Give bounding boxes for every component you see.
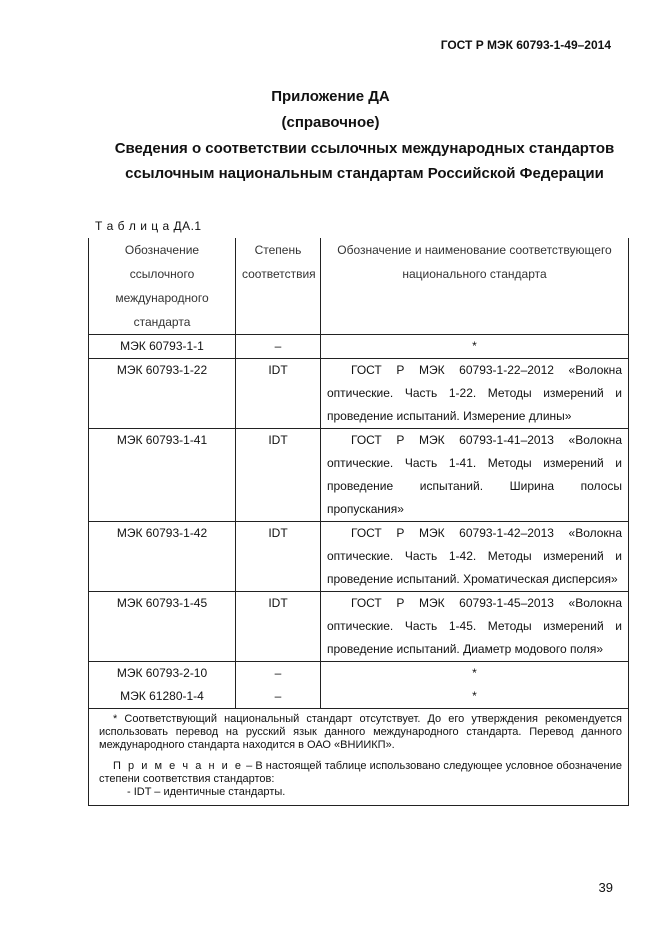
- cell-code: МЭК 61280-1-4: [89, 685, 236, 709]
- annex-subtitle: (справочное): [281, 114, 380, 131]
- table-row: [89, 662, 629, 686]
- table-row: [89, 685, 629, 709]
- header-national-standard: Обозначение и наименование соответствующего национального стандарта: [321, 238, 629, 335]
- table-footnote-cell: [89, 709, 629, 806]
- correspondence-table: [88, 238, 629, 806]
- page-number: 39: [598, 880, 613, 895]
- cell-code: МЭК 60793-1-22: [89, 359, 236, 429]
- cell-degree: –: [236, 685, 321, 709]
- cell-national: *: [321, 662, 629, 686]
- table-row: [89, 359, 629, 429]
- cell-code: МЭК 60793-1-45: [89, 592, 236, 662]
- cell-code: МЭК 60793-2-10: [89, 662, 236, 686]
- annex-heading-line-1: Сведения о соответствии ссылочных международных стандартов: [114, 140, 615, 157]
- annex-heading-line-2: ссылочным национальным стандартам Российской Федерации: [125, 165, 604, 182]
- table-row: [89, 335, 629, 359]
- document-code: ГОСТ Р МЭК 60793-1-49–2014: [440, 38, 611, 52]
- footnote-text: * Соответствующий национальный стандарт отсутствует. До его утверждения рекомендуется использовать перевод на русский язык данного международного стандарта. Перевод данного международного стандарта находится в ОАО «ВНИИКП».: [99, 713, 622, 751]
- cell-national: ГОСТ Р МЭК 60793-1-22–2012 «Волокна оптические. Часть 1-22. Методы измерений и проведение испытаний. Измерение длины»: [321, 359, 629, 429]
- cell-degree: –: [236, 662, 321, 686]
- cell-degree: IDT: [236, 592, 321, 662]
- cell-code: МЭК 60793-1-1: [89, 335, 236, 359]
- annex-title: Приложение ДА: [271, 88, 390, 105]
- table-row: [89, 592, 629, 662]
- note-label: П р и м е ч а н и е: [113, 760, 244, 772]
- cell-code: МЭК 60793-1-42: [89, 522, 236, 592]
- table-footnote-row: [89, 709, 629, 806]
- cell-degree: IDT: [236, 429, 321, 522]
- cell-degree: IDT: [236, 522, 321, 592]
- table-row: [89, 522, 629, 592]
- cell-national: ГОСТ Р МЭК 60793-1-42–2013 «Волокна оптические. Часть 1-42. Методы измерений и проведение испытаний. Хроматическая дисперсия»: [321, 522, 629, 592]
- header-degree: Степень соответствия: [236, 238, 321, 335]
- cell-national: ГОСТ Р МЭК 60793-1-41–2013 «Волокна оптические. Часть 1-41. Методы измерений и проведение испытаний. Ширина полосы пропускания»: [321, 429, 629, 522]
- cell-degree: IDT: [236, 359, 321, 429]
- cell-national: *: [321, 335, 629, 359]
- cell-national: ГОСТ Р МЭК 60793-1-45–2013 «Волокна оптические. Часть 1-45. Методы измерений и проведение испытаний. Диаметр модового поля»: [321, 592, 629, 662]
- note-paragraph: [99, 760, 622, 786]
- cell-national: *: [321, 685, 629, 709]
- table-label: Т а б л и ц а ДА.1: [95, 219, 202, 233]
- header-international-standard: Обозначение ссылочного международного стандарта: [89, 238, 236, 335]
- cell-degree: –: [236, 335, 321, 359]
- table-header-row: [89, 238, 629, 335]
- cell-code: МЭК 60793-1-41: [89, 429, 236, 522]
- table-row: [89, 429, 629, 522]
- note-text: – В настоящей таблице использовано следующее условное обозначение степени соответствия стандартов:: [99, 760, 622, 785]
- note-list-item: - IDT – идентичные стандарты.: [127, 786, 286, 798]
